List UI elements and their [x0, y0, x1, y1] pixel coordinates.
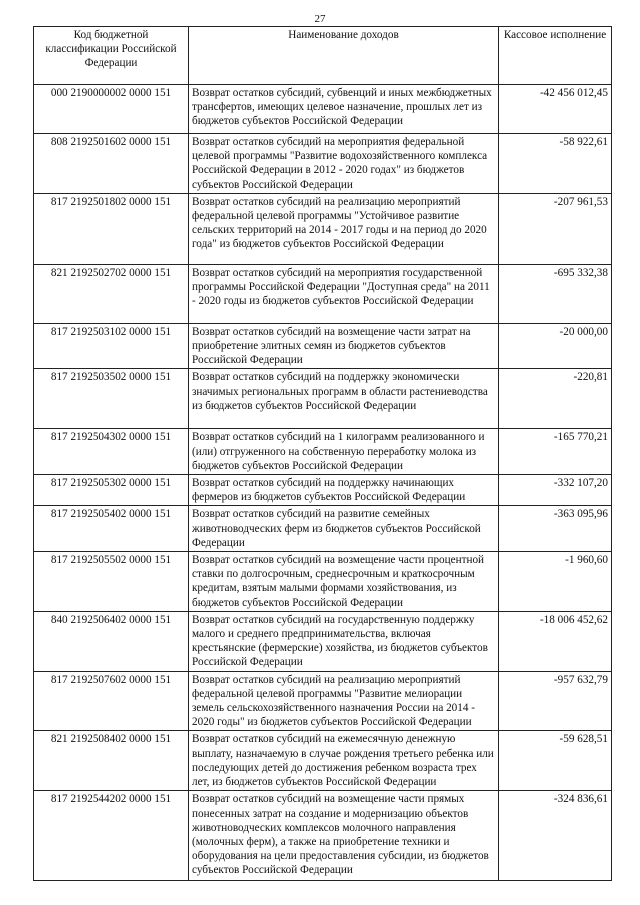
row-amount: -1 960,60 — [499, 552, 612, 612]
row-name: Возврат остатков субсидий на возмещение части затрат на приобретение элитных семян из бюджетов субъектов Российской Федерации — [189, 323, 499, 369]
table-row — [34, 264, 612, 323]
table-row — [34, 323, 612, 369]
row-amount: -207 961,53 — [499, 193, 612, 264]
row-amount: -332 107,20 — [499, 475, 612, 506]
revenue-table — [33, 26, 612, 881]
row-code: 000 2190000002 0000 151 — [34, 85, 189, 134]
row-name: Возврат остатков субсидий на мероприятия федеральной целевой программы "Развитие водохозяйственного комплекса Российской Федерации в 2012 - 2020 годах" из бюджетов субъектов Российской Федерации — [189, 134, 499, 194]
row-code: 817 2192544202 0000 151 — [34, 791, 189, 881]
row-code: 808 2192501602 0000 151 — [34, 134, 189, 194]
row-code: 817 2192501802 0000 151 — [34, 193, 189, 264]
row-amount: -695 332,38 — [499, 264, 612, 323]
row-code: 817 2192505502 0000 151 — [34, 552, 189, 612]
row-code: 817 2192503102 0000 151 — [34, 323, 189, 369]
row-amount: -58 922,61 — [499, 134, 612, 194]
row-name: Возврат остатков субсидий на ежемесячную денежную выплату, назначаемую в случае рождения третьего ребенка или последующих детей до достижения ребенком возраста трех лет, из бюджетов субъектов Российской Федерации — [189, 731, 499, 791]
table-row — [34, 671, 612, 731]
row-name: Возврат остатков субсидий на 1 килограмм реализованного и (или) отгруженного на собственную переработку молока из бюджетов субъектов Российской Федерации — [189, 429, 499, 475]
row-name: Возврат остатков субсидий на поддержку начинающих фермеров из бюджетов субъектов Российской Федерации — [189, 475, 499, 506]
table-header-row — [34, 27, 612, 85]
row-amount: -42 456 012,45 — [499, 85, 612, 134]
row-code: 817 2192507602 0000 151 — [34, 671, 189, 731]
table-row — [34, 611, 612, 671]
table-row — [34, 552, 612, 612]
table-row — [34, 85, 612, 134]
table-row — [34, 506, 612, 552]
row-code: 821 2192508402 0000 151 — [34, 731, 189, 791]
header-name: Наименование доходов — [189, 27, 499, 85]
row-amount: -165 770,21 — [499, 429, 612, 475]
table-row — [34, 475, 612, 506]
row-code: 817 2192503502 0000 151 — [34, 369, 189, 429]
row-amount: -324 836,61 — [499, 791, 612, 881]
row-name: Возврат остатков субсидий на поддержку экономически значимых региональных программ в области растениеводства из бюджетов субъектов Российской Федерации — [189, 369, 499, 429]
row-amount: -957 632,79 — [499, 671, 612, 731]
header-amount: Кассовое исполнение — [499, 27, 612, 85]
row-name: Возврат остатков субсидий на развитие семейных животноводческих ферм из бюджетов субъектов Российской Федерации — [189, 506, 499, 552]
row-name: Возврат остатков субсидий на реализацию мероприятий федеральной целевой программы "Устойчивое развитие сельских территорий на 2014 - 2017 годы и на период до 2020 года" из бюджетов субъектов Российской Федерации — [189, 193, 499, 264]
table-row — [34, 791, 612, 881]
row-code: 840 2192506402 0000 151 — [34, 611, 189, 671]
row-name: Возврат остатков субсидий на мероприятия государственной программы Российской Федерации "Доступная среда" на 2011 - 2020 годы из бюджетов субъектов Российской Федерации — [189, 264, 499, 323]
table-row — [34, 193, 612, 264]
row-code: 817 2192505402 0000 151 — [34, 506, 189, 552]
row-name: Возврат остатков субсидий на возмещение части процентной ставки по долгосрочным, среднесрочным и краткосрочным кредитам, взятым малыми формами хозяйствования, из бюджетов субъектов Российской Федерации — [189, 552, 499, 612]
page-number: 27 — [314, 13, 326, 25]
row-amount: -20 000,00 — [499, 323, 612, 369]
row-code: 817 2192505302 0000 151 — [34, 475, 189, 506]
row-name: Возврат остатков субсидий на государственную поддержку малого и среднего предпринимательства, включая крестьянские (фермерские) хозяйства, из бюджетов субъектов Российской Федерации — [189, 611, 499, 671]
row-amount: -18 006 452,62 — [499, 611, 612, 671]
table-row — [34, 369, 612, 429]
header-code: Код бюджетной классификации Российской Федерации — [34, 27, 189, 85]
row-name: Возврат остатков субсидий, субвенций и иных межбюджетных трансфертов, имеющих целевое назначение, прошлых лет из бюджетов субъектов Российской Федерации — [189, 85, 499, 134]
row-amount: -220,81 — [499, 369, 612, 429]
row-code: 821 2192502702 0000 151 — [34, 264, 189, 323]
row-name: Возврат остатков субсидий на реализацию мероприятий федеральной целевой программы "Развитие мелиорации земель сельскохозяйственного назначения России на 2014 - 2020 годы" из бюджетов субъектов Российской Федерации — [189, 671, 499, 731]
row-amount: -59 628,51 — [499, 731, 612, 791]
row-code: 817 2192504302 0000 151 — [34, 429, 189, 475]
table-row — [34, 731, 612, 791]
table-row — [34, 134, 612, 194]
row-amount: -363 095,96 — [499, 506, 612, 552]
row-name: Возврат остатков субсидий на возмещение части прямых понесенных затрат на создание и модернизацию объектов животноводческих комплексов молочного направления (молочных ферм), а также на приобретение техники и оборудования на цели предоставления субсидии, из бюджетов субъектов Российской Федерации — [189, 791, 499, 881]
table-row — [34, 429, 612, 475]
